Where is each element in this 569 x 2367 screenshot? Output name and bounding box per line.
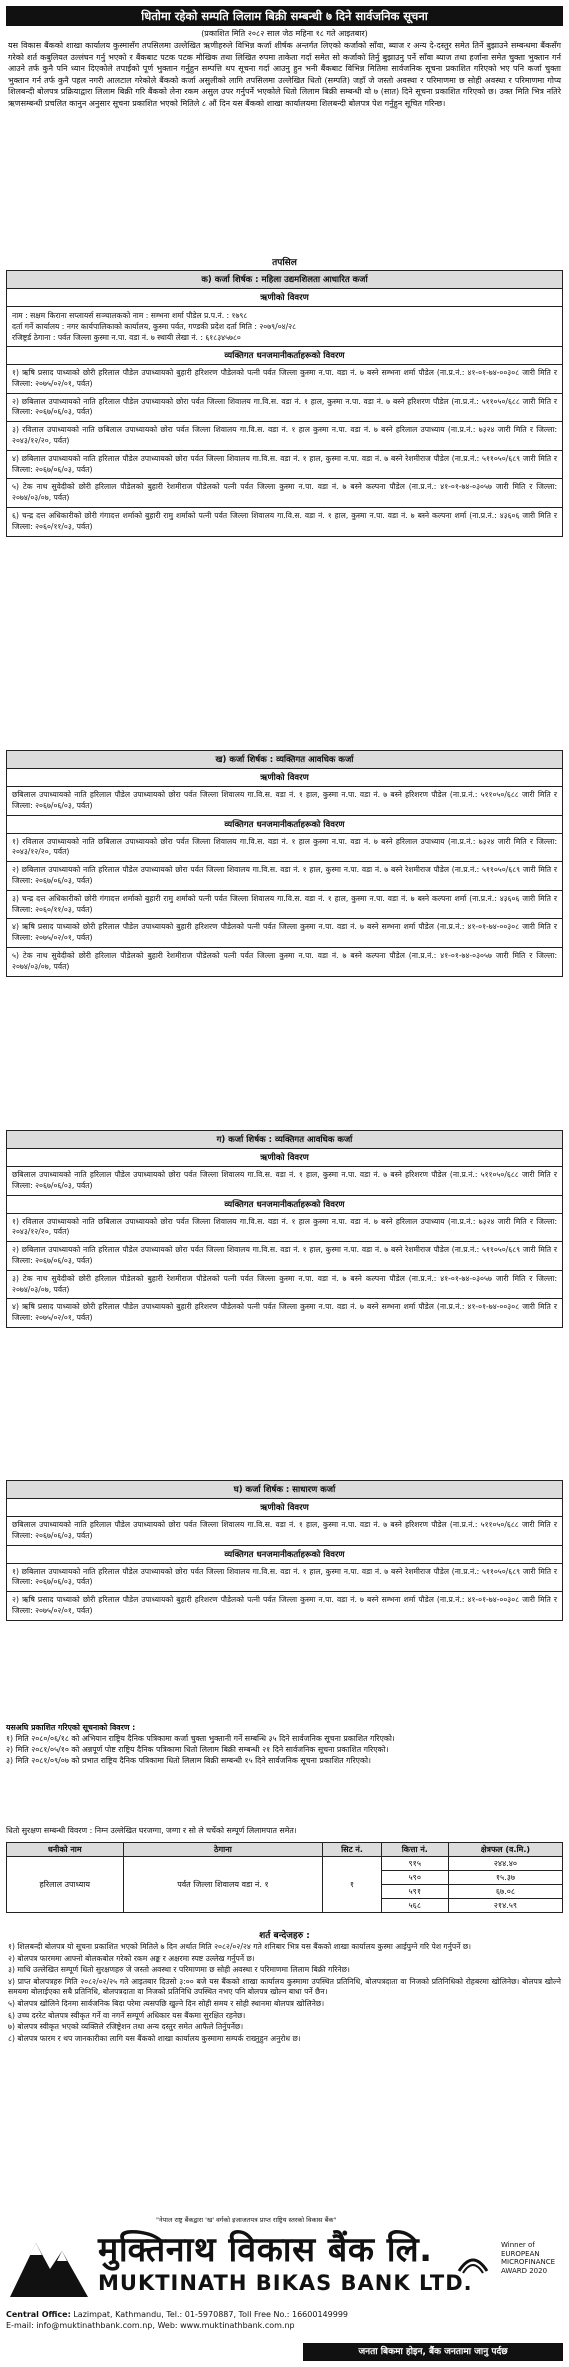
term-item: ४) प्राप्त बोलपत्रहरु मिति २०८२/०२/२५ गते आइतबार दिउसो ३:०० बजे यस बैंकको शाखा कार्यालय कुस्मामा उपस्थित प्रतिनिधि, बोलपत्रदाता वा निजको प्रतिनिधिको रोहबरमा खोलिनेछ। बोलपत्र खोल्ने समयमा बोलाईएका सबै प्रतिनिधि, बोलपत्रदाता वा निजको प्रतिनिधि उपस्थित नभए पनि बोलपत्र खोल्न बाधा पर्ने छैन। [8,1976,561,1997]
column-header: कित्ता नं. [381,1843,448,1857]
guarantor-row: २) ऋषि प्रसाद पाध्याको छोरी हरिलाल पौडेल उपाध्यायको बुहारी हरिशरण पौडेलको पत्नी पर्वत जिल्ला कुस्मा न.पा. वडा नं. ७ बस्ने सम्भना शर्मा पौडेल (ना.प्र.नं.: ४१-०१-७४-००३०८ जारी मिति र जिल्ला: २०७५/०२/०१, पर्वत) [12,1595,557,1615]
bank-logo-icon [6,2225,92,2305]
borrower-heading: ऋणीको विवरण [7,1499,562,1517]
column-header: सिट नं. [323,1843,381,1857]
column-header: ठेगाना [123,1843,323,1857]
collateral-label: धितो सुरक्षण सम्बन्धी विवरण : निम्न उल्लेखित घरजग्गा, जग्गा र सो ले चर्चेको सम्पूर्ण लिलामपात समेत। [6,1826,297,1835]
area-cell: १५.३७ [448,1871,562,1885]
kitta-cell: ५६८ [381,1899,448,1913]
guarantor-row: १) रविलाल उपाध्यायको नाति छबिलाल उपाध्यायको छोरा पर्वत जिल्ला शिवालय गा.वि.स. वडा नं. १ हाल कुस्मा न.पा. वडा नं. ७ बस्ने हरिलाल उपाध्याय (ना.प्र.नं.: ७३२४ जारी मिति र जिल्ला: २०४३/१२/२०, पर्वत) [7,834,562,863]
guarantor-row: ४) छबिलाल उपाध्यायको नाति हरिलाल पौडेल उपाध्यायको छोरा पर्वत जिल्ला शिवालय गा.वि.स. वडा नं. १ हाल, कुस्मा न.पा. वडा नं. ७ बस्ने रेशमीराज पौडेल (ना.प्र.नं.: ५११०५०/६८९ जारी मिति र जिल्ला: २०६७/०६/०३, पर्वत) [7,451,562,480]
guarantor-row: ४) ऋषि प्रसाद पाध्याको छोरी हरिलाल पौडेल उपाध्यायको बुहारी हरिशरण पौडेलको पत्नी पर्वत जिल्ला कुस्मा न.पा. वडा नं. ७ बस्ने सम्भना शर्मा पौडेल (ना.प्र.नं.: ४१-०१-७४-००३०८ जारी मिति र जिल्ला: २०७५/०२/०१, पर्वत) [12,1302,557,1323]
term-item: २) बोलपत्र फारममा आफ्नो बोलकबोल गरेको रकम अङ्क र अक्षरमा स्पष्ट उल्लेख गर्नुपर्ने छ। [8,1953,255,1963]
borrower-heading: ऋणीको विवरण [7,1149,562,1167]
guarantor-row: ३) रविलाल उपाध्यायको नाति छबिलाल उपाध्यायको छोरा पर्वत जिल्ला शिवालय गा.वि.स. वडा नं. १ हाल कुस्मा न.पा. वडा नं. ७ बस्ने हरिलाल उपाध्याय (ना.प्र.नं.: ७३२४ जारी मिति र जिल्ला: २०४३/१२/२०, पर्वत) [7,422,562,451]
notice-title: धितोमा रहेको सम्पति लिलाम बिक्री सम्बन्धी ७ दिने सार्वजनिक सूचना [6,6,563,26]
area-cell: ६७.०८ [448,1885,562,1899]
guarantor-heading: व्यक्तिगत धनजमानीकर्ताहरूको विवरण [7,816,562,834]
section-heading: ख) कर्जा शिर्षक : व्यक्तिगत आवधिक कर्जा [7,751,562,769]
guarantor-heading: व्यक्तिगत धनजमानीकर्ताहरूको विवरण [7,347,562,365]
previous-notices-heading: यसअघि प्रकाशित गरिएको सूचनाको विवरण : [6,1723,136,1732]
borrower-heading: ऋणीको विवरण [7,289,562,307]
bank-name-english: MUKTINATH BIKAS BANK LTD. [98,2271,473,2295]
notice-subtitle: (प्रकाशित मिति २०८२ साल जेठ महिना १८ गते आइतबार) [201,29,368,38]
loan-section-d [6,1480,563,1621]
borrower-line: रजिष्ट्रर्ड ठेगाना : पर्वत जिल्ला कुस्मा न.पा. वडा नं. ७ स्थायी लेखा नं. : ६१८३४५७८० [12,333,241,342]
guarantor-row: ४) ऋषि प्रसाद पाध्याको छोरी हरिलाल पौडेल उपाध्यायको बुहारी हरिशरण पौडेलको पत्नी पर्वत जिल्ला कुस्मा न.पा. वडा नं. ७ बस्ने सम्भना शर्मा पौडेल (ना.प्र.नं.: ४१-०१-७४-००३०८ जारी मिति र जिल्ला: २०७५/०२/०१, पर्वत) [7,919,562,948]
borrower-line: नाम : सक्षम किराना सप्लायर्स सञ्चालकको नाम : सम्भना शर्मा पौडेल प्र.प.नं. : १७९८ [12,311,248,320]
award-text: Winner of EUROPEAN MICROFINANCE AWARD 2020 [501,2241,556,2275]
guarantor-row: ६) चन्द्र दत्त अधिकारीको छोरी गंगादत्त शर्माको बुहारी रामु शर्माको पत्नी पर्वत जिल्ला शिवालय गा.वि.स. वडा नं. १ हाल, कुस्मा न.पा. वडा नं. ७ बस्ने कल्पना शर्मा (ना.प्र.नं.: ४३६०६ जारी मिति र जिल्ला: २०६०/११/०३, पर्वत) [12,510,557,531]
email-web[interactable]: E-mail: info@muktinathbank.com.np, Web: www.muktinathbank.com.np [6,2321,295,2330]
guarantor-row: ३) टेक नाथ सुवेदीको छोरी हरिलाल पौडेलको बुहारी रेशमीराज पौडेलको पत्नी पर्वत जिल्ला कुस्मा न.पा. वडा नं. ७ बस्ने कल्पना पौडेल (ना.प्र.नं.: ४१-०१-७४-०३०५७ जारी मिति र जिल्ला: २०७४/०३/०७, पर्वत) [7,1271,562,1300]
term-item: ८) बोलपत्र फारम र थप जानकारीका लागि यस बैंकको शाखा कार्यालय कुस्मामा सम्पर्क राख्नुहुन अनुरोध छ। [8,2033,301,2043]
area-cell: २१४.५९ [448,1899,562,1913]
term-item: ३) माथि उल्लेखित सम्पूर्ण धितो सुरक्षणहरु जे जस्तो अवस्था र परिमाणमा छ सोही अवस्था र परिमाणमा लिलाम बिक्री गरिनेछ। [8,1965,350,1975]
guarantor-row: १) रविलाल उपाध्यायको नाति छबिलाल उपाध्यायको छोरा पर्वत जिल्ला शिवालय गा.वि.स. वडा नं. १ हाल कुस्मा न.पा. वडा नं. ७ बस्ने हरिलाल उपाध्याय (ना.प्र.नं.: ७३२४ जारी मिति र जिल्ला: २०४३/१२/२०, पर्वत) [7,1214,562,1243]
column-header: क्षेत्रफल (व.मि.) [448,1843,562,1857]
guarantor-row: ३) चन्द्र दत्त अधिकारीको छोरी गंगादत्त शर्माको बुहारी रामु शर्माको पत्नी पर्वत जिल्ला शिवालय गा.वि.स. वडा नं. १ हाल, कुस्मा न.पा. वडा नं. ७ बस्ने कल्पना शर्मा (ना.प्र.नं.: ४३६०६ जारी मिति र जिल्ला: २०६०/११/०३, पर्वत) [7,891,562,920]
address-cell: पर्वत जिल्ला शिवालय वडा नं. १ [123,1857,323,1913]
contact-info [6,2309,426,2331]
guarantor-row: २) छबिलाल उपाध्यायको नाति हरिलाल पौडेल उपाध्यायको छोरा पर्वत जिल्ला शिवालय गा.वि.स. वडा नं. १ हाल, कुस्मा न.पा. वडा नं. ७ बस्ने रेशमीराज पौडेल (ना.प्र.नं.: ५११०५०/६८९ जारी मिति र जिल्ला: २०६७/०६/०३, पर्वत) [7,862,562,891]
award-badge [453,2237,563,2297]
collateral-table [6,1842,563,1913]
loan-section-c [6,1130,563,1328]
borrower-row: छबिलाल उपाध्यायको नाति हरिलाल पौडेल उपाध्यायको छोरा पर्वत जिल्ला शिवालय गा.वि.स. वडा नं. १ हाल, कुस्मा न.पा. वडा नं. ७ बस्ने हरिशरण पौडेल (ना.प्र.नं.: ५११०५०/६८८ जारी मिति र जिल्ला: २०६७/०६/०३, पर्वत) [7,1167,562,1196]
central-office-address: Lazimpat, Kathmandu, Tel.: 01-5970887, Toll Free No.: 16600149999 [73,2310,348,2319]
owner-cell: हरिलाल उपाध्याय [7,1857,124,1913]
guarantor-row: २) छबिलाल उपाध्यायको नाति हरिलाल पौडेल उपाध्यायको छोरा पर्वत जिल्ला शिवालय गा.वि.स. वडा नं. १ हाल, कुस्मा न.पा. वडा नं. ७ बस्ने हरिशरण पौडेल (ना.प्र.नं.: ५११०५०/६८८ जारी मिति र जिल्ला: २०६७/०६/०३, पर्वत) [7,394,562,423]
term-item: ७) बोलपत्र स्वीकृत भएको व्यक्तिले रजिष्ट्रेशन तथा अन्य दस्तुर समेत आफैले तिर्नुपर्नेछ। [8,2022,244,2032]
borrower-details [7,307,562,347]
intro-paragraph [8,40,561,110]
section-heading: ग) कर्जा शिर्षक : व्यक्तिगत आवधिक कर्जा [7,1131,562,1149]
borrower-row: छबिलाल उपाध्यायको नाति हरिलाल पौडेल उपाध्यायको छोरा पर्वत जिल्ला शिवालय गा.वि.स. वडा नं. १ हाल, कुस्मा न.पा. वडा नं. ७ बस्ने हरिशरण पौडेल (ना.प्र.नं.: ५११०५०/६८८ जारी मिति र जिल्ला: २०६७/०६/०३, पर्वत) [7,787,562,816]
guarantor-row: १) ऋषि प्रसाद पाध्याको छोरी हरिलाल पौडेल उपाध्यायको बुहारी हरिशरण पौडेलको पत्नी पर्वत जिल्ला कुस्मा न.पा. वडा नं. ७ बस्ने सम्भना शर्मा पौडेल (ना.प्र.नं.: ४१-०१-७४-००३०८ जारी मिति र जिल्ला: २०७५/०२/०१, पर्वत) [7,365,562,394]
schedule-title: तपसिल [272,258,297,268]
table-row [7,1857,563,1871]
central-office-label: Central Office: [6,2310,71,2319]
term-item: ६) उच्च दररेट बोलपत्र स्वीकृत गर्ने वा नगर्ने सम्पूर्ण अधिकार यस बैंकमा सुरक्षित रहनेछ। [8,2010,246,2020]
terms-title: शर्त बन्देजहरु : [259,1931,310,1941]
bank-footer [6,2215,563,2363]
term-item: १) शिलबन्दी बोलपत्र यो सूचना प्रकाशित भएको मितिले ७ दिन अर्थात मिति २०८२/०२/२४ गते शनिबार भित्र यस बैंकको शाखा कार्यालय कुस्मा आईपुग्ने गरि पेश गर्नुपर्ने छ। [8,1942,472,1951]
section-heading: क) कर्जा शिर्षक : महिला उद्यमशिलता आधारित कर्जा [7,271,562,289]
term-item: ५) बोलपत्र खोलिने दिनमा सार्वजनिक बिदा परेमा त्यसपछि खुल्ने दिन सोही समय र सोही स्थानमा बोलपत्र खोलिनेछ। [8,1998,325,2008]
guarantor-row: ५) टेक नाथ सुवेदीको छोरी हरिलाल पौडेलको बुहारी रेशमीराज पौडेलको पत्नी पर्वत जिल्ला कुस्मा न.पा. वडा नं. ७ बस्ने कल्पना पौडेल (ना.प्र.नं.: ४१-०१-७४-०३०५७ जारी मिति र जिल्ला: २०७४/०३/०७, पर्वत) [7,479,562,508]
terms-list [8,1942,561,2045]
kitta-cell: ५९१ [381,1885,448,1899]
kitta-cell: ९१५ [381,1857,448,1871]
sheet-cell: १ [323,1857,381,1913]
intro-text: यस विकास बैंकको शाखा कार्यालय कुस्मासँग तपसिलमा उल्लेखित ऋणीहरुले विभिन्न कर्जा शीर्षक अन्तर्गत लिएको कर्जाको साँवा, ब्याज र अन्य दे-दस्तुर समेत तिर्ने बुझाउने सम्बन्धमा बैंकसँग गरेको शर्त कबुलियत उल्लंघन गर्नु भएको र बैंकबाट पटक पटक मौखिक तथा लिखित रुपमा ताकेता गर्दा समेत सो कर्जाको तिर्नु बुझाउनु पर्ने साँवा ब्याज तथा हर्जाना समेत चुक्ता भुक्तान गर्न आउने तर्फ कुनै पनि ध्यान दिएकोले तपाईंको पूर्ण भुक्तान गर्नुहुन सम्पत्ति थप सूचना गर्दा आउनु हुन भनी बैंकबाट विभिन्न मितिमा सार्वजनिक सूचना प्रकाशित गरिएको भए पनि कर्जा चुक्ता भुक्तान गर्न तर्फ कुनै पहल नगरी आलटाल गरेकोले बैंकको कर्जा असुलीको लागि तपसिलमा उल्लेखित धितो (सम्पति) जहाँ जे जस्तो अवस्था र परिमाणमा छ सोही अवस्था र परिमाणमा गोप्य शिलबन्दी बोलपत्र प्रक्रियाद्वारा लिलाम बिक्री गरि बैंकको लेना रकम असुल उपर गर्नुपर्ने भएकोले धितो लिलाम बिक्री सम्बन्धी यो ७ (सात) दिने सूचना प्रकाशित गरिएको छ। उक्त मिति भित्र नतिरे ऋणसम्बन्धी प्रचलित कानुन अनुसार सूचना प्रकाशित भएको मितिले ८ औं दिन यस बैंकको शाखा कार्यालयमा शिलबन्दी बोलपत्र पेश गर्नुहुन सूचित गरिन्छ। [8,41,561,108]
table-header-row [7,1843,563,1857]
borrower-row: छबिलाल उपाध्यायको नाति हरिलाल पौडेल उपाध्यायको छोरा पर्वत जिल्ला शिवालय गा.वि.स. वडा नं. १ हाल, कुस्मा न.पा. वडा नं. ७ बस्ने हरिशरण पौडेल (ना.प्र.नं.: ५११०५०/६८८ जारी मिति र जिल्ला: २०६७/०६/०३, पर्वत) [7,1517,562,1546]
award-icon [453,2243,493,2283]
guarantor-heading: व्यक्तिगत धनजमानीकर्ताहरूको विवरण [7,1196,562,1214]
bank-name-nepali: मुक्तिनाथ विकास बैंक लि. [98,2230,433,2270]
section-heading: घ) कर्जा शिर्षक : साधारण कर्जा [7,1481,562,1499]
bank-slogan: जनता बिकमा होइन, बैंक जनतामा जानु पर्दछ [303,2343,563,2361]
kitta-cell: ५९० [381,1871,448,1885]
loan-section-b [6,750,563,977]
borrower-line: दर्ता गर्ने कार्यालय : नगर कार्यपालिकाको कार्यालय, कुस्मा पर्वत, गण्डकी प्रदेश दर्ता मिति : २०७९/०४/२८ [12,322,297,331]
guarantor-row: ५) टेक नाथ सुवेदीको छोरी हरिलाल पौडेलको बुहारी रेशमीराज पौडेलको पत्नी पर्वत जिल्ला कुस्मा न.पा. वडा नं. ७ बस्ने कल्पना पौडेल (ना.प्र.नं.: ४१-०१-७४-०३०५७ जारी मिति र जिल्ला: २०७४/०३/०७, पर्वत) [12,950,557,971]
previous-notices [6,1722,563,1766]
guarantor-row: २) छबिलाल उपाध्यायको नाति हरिलाल पौडेल उपाध्यायको छोरा पर्वत जिल्ला शिवालय गा.वि.स. वडा नं. १ हाल, कुस्मा न.पा. वडा नं. ७ बस्ने रेशमीराज पौडेल (ना.प्र.नं.: ५११०५०/६८९ जारी मिति र जिल्ला: २०६७/०६/०३, पर्वत) [7,1242,562,1271]
column-header: धनीको नाम [7,1843,124,1857]
bank-license-tagline: "नेपाल राष्ट्र बैंकद्वारा 'ख' वर्गको इजाजतपत्र प्राप्त राष्ट्रिय स्तरको विकास बैंक" [156,2216,337,2224]
notice-item: १) मिति २०८०/०६/१८ को अभियान राष्ट्रिय दैनिक पत्रिकामा कर्जा चुक्ता भुक्तानी गर्ने सम्बन्धि ३५ दिने सार्वजनिक सूचना प्रकाशित गरिएको। [6,1734,395,1743]
loan-section-a [6,270,563,537]
notice-item: ३) मिति २०८१/०९/०७ को प्रभात राष्ट्रिय दैनिक पत्रिकामा धितो लिलाम बिक्री सम्बन्धी १५ दिने सार्वजनिक सूचना प्रकाशित गरिएको। [6,1756,371,1765]
guarantor-row: १) छबिलाल उपाध्यायको नाति हरिलाल पौडेल उपाध्यायको छोरा पर्वत जिल्ला शिवालय गा.वि.स. वडा नं. १ हाल, कुस्मा न.पा. वडा नं. ७ बस्ने रेशमीराज पौडेल (ना.प्र.नं.: ५११०५०/६८९ जारी मिति र जिल्ला: २०६७/०६/०३, पर्वत) [7,1564,562,1593]
notice-item: २) मिति २०८१/०५/१० को अन्नपूर्ण पोष्ट राष्ट्रिय दैनिक पत्रिकामा धितो लिलाम बिक्री सम्बन्धी २१ दिने सार्वजनिक सूचना प्रकाशित गरिएको। [6,1745,389,1754]
area-cell: २४४.४० [448,1857,562,1871]
guarantor-heading: व्यक्तिगत धनजमानीकर्ताहरूको विवरण [7,1546,562,1564]
borrower-heading: ऋणीको विवरण [7,769,562,787]
